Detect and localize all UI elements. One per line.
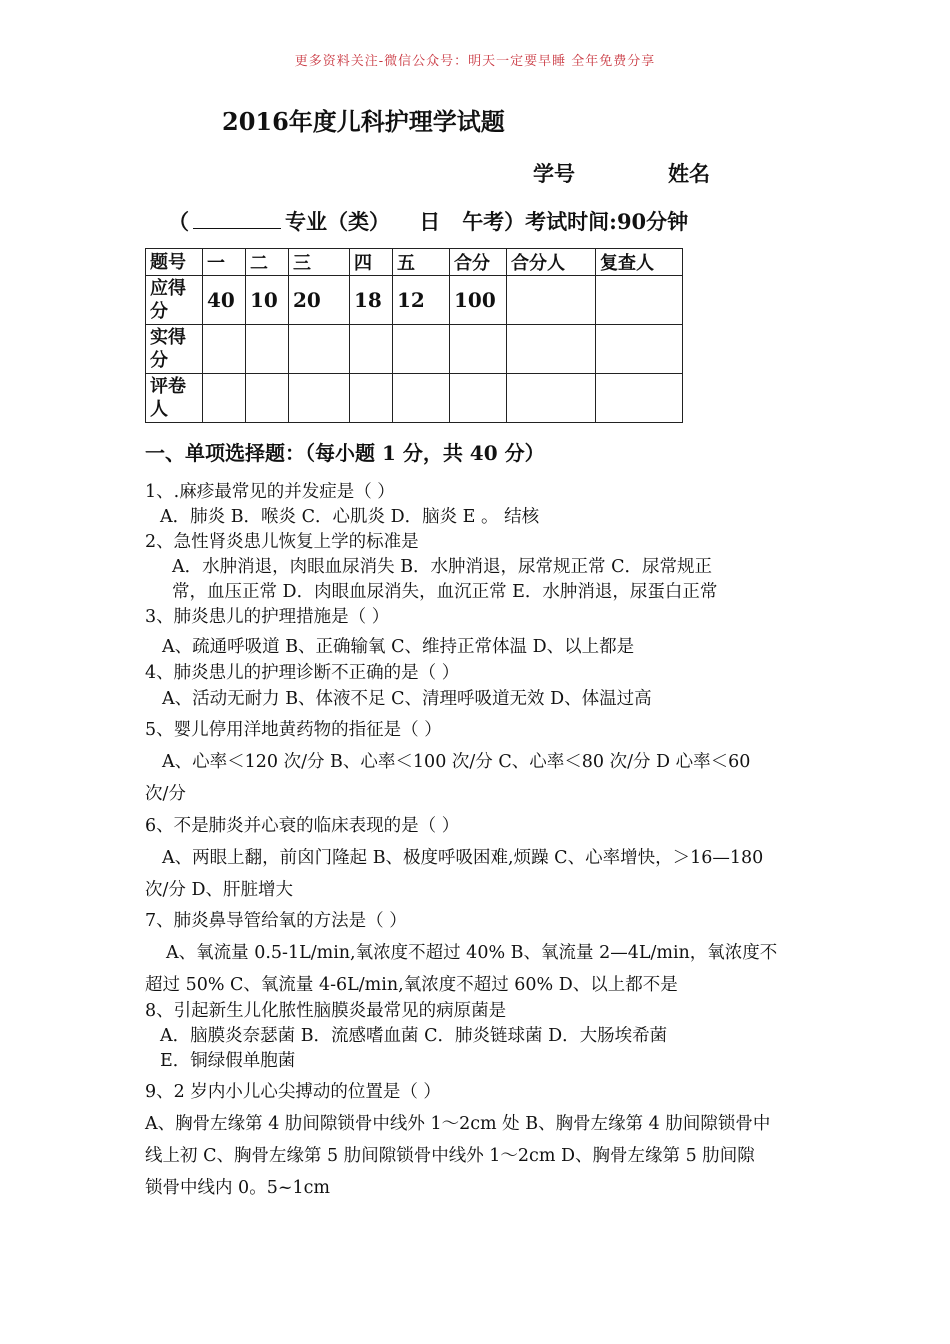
header-cell: 二 [246,249,289,276]
score-table [145,248,683,423]
score-cell[interactable] [203,325,246,374]
question-9-options: A、胸骨左缘第 4 肋间隙锁骨中线外 1～2cm 处 B、胸骨左缘第 4 肋间隙锁骨中 [145,1114,771,1134]
exam-major: 专业（类） [285,209,390,234]
question-7-options: A、氧流量 0.5-1L/min,氧浓度不超过 40% B、氧流量 2—4L/min，氧浓度不 [166,943,778,963]
exam-day: 日 [419,209,441,234]
score-table-header-row [146,249,683,276]
question-6: 6、不是肺炎并心衰的临床表现的是（ ） [145,816,460,836]
score-cell[interactable] [393,325,450,374]
student-id-label: 学号 [533,161,575,186]
header-cell: 三 [289,249,350,276]
header-cell: 合分 [450,249,507,276]
question-9-options: 锁骨中线内 0。5~1cm [145,1178,331,1198]
score-cell[interactable] [289,374,350,423]
watermark: 更多资料关注-微信公众号：明天一定要早睡 全年免费分享 [294,54,656,69]
exam-info-line [168,206,688,236]
header-cell: 复查人 [596,249,683,276]
score-cell: 12 [393,276,450,325]
score-row-full [146,276,683,325]
score-cell: 18 [350,276,393,325]
score-cell[interactable] [393,374,450,423]
question-1-options: A．肺炎 B．喉炎 C．心肌炎 D．脑炎 E 。 结核 [160,507,540,527]
question-5-options: A、心率＜120 次/分 B、心率＜100 次/分 C、心率＜80 次/分 D 心率＜60 [162,752,751,772]
score-cell[interactable] [350,374,393,423]
score-cell: 20 [289,276,350,325]
score-cell[interactable] [450,374,507,423]
header-cell: 题号 [146,249,203,276]
page-title: 2016年度儿科护理学试题 [222,107,505,136]
score-cell[interactable] [246,374,289,423]
score-cell [507,276,596,325]
score-cell[interactable] [596,325,683,374]
question-2-options: 常，血压正常 D．肉眼血尿消失，血沉正常 E．水肿消退，尿蛋白正常 [172,582,718,602]
question-3-options: A、疏通呼吸道 B、正确输氧 C、维持正常体温 D、以上都是 [162,637,635,657]
question-9-options: 线上初 C、胸骨左缘第 5 肋间隙锁骨中线外 1～2cm D、胸骨左缘第 5 肋间隙 [145,1146,755,1166]
question-3: 3、肺炎患儿的护理措施是（ ） [145,607,390,627]
exam-time: 午考）考试时间:90分钟 [462,209,689,234]
question-8: 8、引起新生儿化脓性脑膜炎最常见的病原菌是 [145,1001,507,1021]
question-7-options: 超过 50% C、氧流量 4-6L/min,氧浓度不超过 60% D、以上都不是 [145,975,678,995]
score-cell[interactable] [507,374,596,423]
score-cell[interactable] [289,325,350,374]
row-label: 实得分 [146,325,203,374]
row-label: 评卷人 [146,374,203,423]
question-4-options: A、活动无耐力 B、体液不足 C、清理呼吸道无效 D、体温过高 [162,689,652,709]
score-cell[interactable] [596,374,683,423]
score-row-actual [146,325,683,374]
header-cell: 一 [203,249,246,276]
score-cell[interactable] [507,325,596,374]
question-1: 1、.麻疹最常见的并发症是（ ） [145,482,395,502]
question-6-options: 次/分 D、肝脏增大 [145,880,293,900]
score-cell: 100 [450,276,507,325]
score-row-grader [146,374,683,423]
question-5: 5、婴儿停用洋地黄药物的指征是（ ） [145,720,442,740]
question-8-options: A．脑膜炎奈瑟菌 B．流感嗜血菌 C．肺炎链球菌 D．大肠埃希菌 [160,1026,668,1046]
score-cell[interactable] [203,374,246,423]
score-cell [596,276,683,325]
header-cell: 五 [393,249,450,276]
question-2-options: A．水肿消退，肉眼血尿消失 B．水肿消退，尿常规正常 C．尿常规正 [172,557,713,577]
question-2: 2、急性肾炎患儿恢复上学的标准是 [145,532,419,552]
question-8-options: E．铜绿假单胞菌 [160,1051,296,1071]
header-cell: 合分人 [507,249,596,276]
exam-open-paren: （ [168,209,189,234]
score-cell: 10 [246,276,289,325]
question-7: 7、肺炎鼻导管给氧的方法是（ ） [145,911,407,931]
row-label: 应得分 [146,276,203,325]
student-name-label: 姓名 [668,161,710,186]
question-9: 9、2 岁内小儿心尖搏动的位置是（ ） [145,1082,441,1102]
score-cell[interactable] [246,325,289,374]
question-4: 4、肺炎患儿的护理诊断不正确的是（ ） [145,663,460,683]
score-cell[interactable] [450,325,507,374]
question-6-options: A、两眼上翻，前囟门隆起 B、极度呼吸困难,烦躁 C、心率增快，＞16—180 [162,848,764,868]
major-blank [193,208,281,229]
section-heading: 一、单项选择题：（每小题 1 分，共 40 分） [145,441,545,465]
score-cell[interactable] [350,325,393,374]
question-5-options: 次/分 [145,784,186,804]
header-cell: 四 [350,249,393,276]
score-cell: 40 [203,276,246,325]
